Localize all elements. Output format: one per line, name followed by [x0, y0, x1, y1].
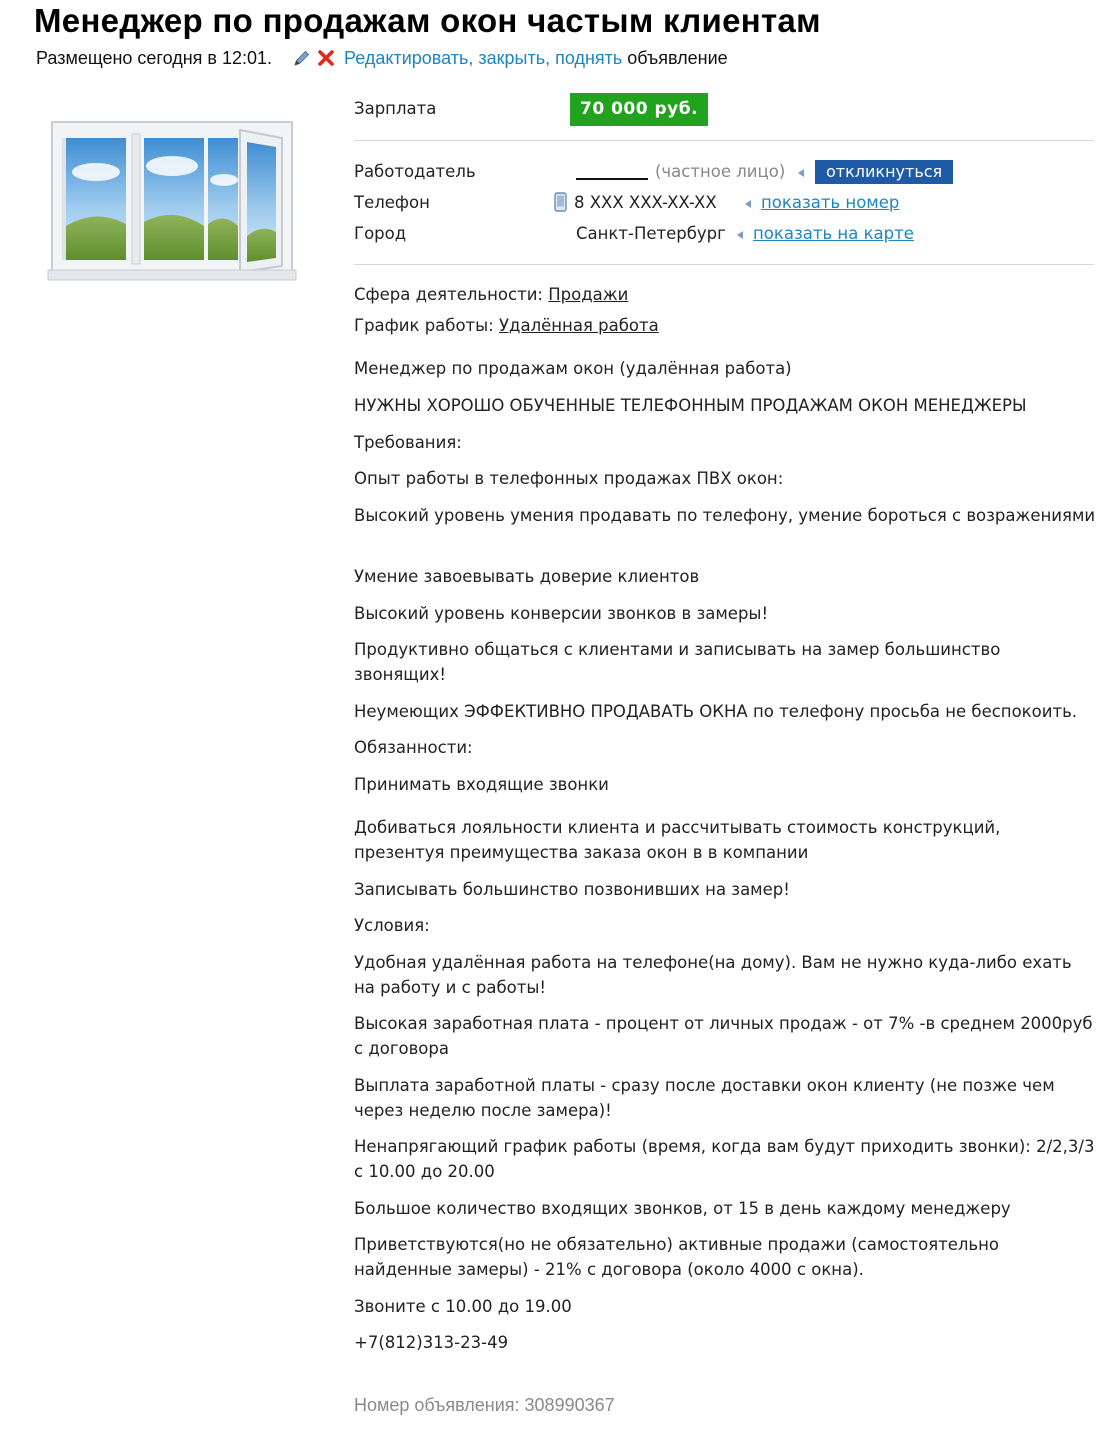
- description-paragraph: Менеджер по продажам окон (удалённая работа): [354, 359, 792, 378]
- arrow-left-icon: [798, 162, 812, 181]
- schedule-row: [354, 316, 659, 335]
- window-photo: [44, 114, 300, 292]
- ad-number: Номер объявления: 308990367: [354, 1395, 615, 1415]
- description-paragraph: Умение завоевывать доверие клиентов: [354, 567, 700, 586]
- close-icon[interactable]: [316, 48, 336, 68]
- description-paragraph: Приветствуются(но не обязательно) активные продажи (самостоятельно найденные замеры) - 21% с договора (около 4000 с окна).: [354, 1235, 1000, 1279]
- description-paragraph: Ненапрягающий график работы (время, когда вам будут приходить звонки): 2/2,3/3 с 10.00 до 20.00: [354, 1137, 1095, 1181]
- description-paragraph: Требования:: [354, 433, 462, 452]
- description-paragraph: Большое количество входящих звонков, от 15 в день каждому менеджеру: [354, 1199, 1011, 1218]
- salary-label: Зарплата: [354, 99, 437, 118]
- posted-date: Размещено сегодня в 12:01.: [36, 47, 273, 68]
- edit-actions: [292, 48, 336, 68]
- description-paragraph: Обязанности:: [354, 738, 473, 757]
- description-paragraph: Продуктивно общаться с клиентами и записывать на замер большинство звонящих!: [354, 640, 1001, 684]
- description-paragraph: Неумеющих ЭФФЕКТИВНО ПРОДАВАТЬ ОКНА по телефону просьба не беспокоить.: [354, 702, 1078, 721]
- description-paragraph: Удобная удалённая работа на телефоне(на дому). Вам не нужно куда-либо ехать на работу и с работы!: [354, 953, 1072, 997]
- description-paragraph: Записывать большинство позвонивших на замер!: [354, 880, 790, 899]
- description-paragraph: Звоните с 10.00 до 19.00: [354, 1297, 572, 1316]
- divider: [354, 264, 1094, 265]
- description-paragraph: +7(812)313-23-49: [354, 1333, 509, 1352]
- arrow-left-icon: [737, 224, 751, 243]
- description-paragraph: Принимать входящие звонки: [354, 775, 609, 794]
- description-paragraph: Высокий уровень конверсии звонков в замеры!: [354, 604, 769, 623]
- phone-label: Телефон: [354, 193, 430, 212]
- posted-row: [36, 46, 728, 70]
- mobile-phone-icon: [554, 192, 567, 212]
- phone-value: 8 XXX XXX-XX-XX: [574, 193, 717, 212]
- description-paragraph: НУЖНЫ ХОРОШО ОБУЧЕННЫЕ ТЕЛЕФОННЫМ ПРОДАЖАМ ОКОН МЕНЕДЖЕРЫ: [354, 396, 1027, 415]
- show-map-link[interactable]: показать на карте: [753, 224, 914, 243]
- salary-badge: 70 000 руб.: [570, 93, 708, 126]
- schedule-link[interactable]: Удалённая работа: [499, 316, 659, 335]
- description-paragraph: Высокая заработная плата - процент от личных продаж - от 7% -в среднем 2000руб с договора: [354, 1014, 1093, 1058]
- divider: [354, 140, 1094, 141]
- pencil-icon[interactable]: [292, 48, 312, 68]
- schedule-label: График работы:: [354, 316, 494, 335]
- show-number-link[interactable]: показать номер: [761, 193, 900, 212]
- sphere-label: Сфера деятельности:: [354, 285, 543, 304]
- arrow-left-icon: [745, 193, 759, 212]
- sphere-row: [354, 285, 628, 304]
- description-paragraph: Выплата заработной платы - сразу после доставки окон клиенту (не позже чем через неделю после замера)!: [354, 1076, 1055, 1120]
- city-value: Санкт-Петербург: [576, 224, 726, 243]
- description-paragraph: Высокий уровень умения продавать по телефону, умение бороться с возражениями: [354, 506, 1096, 525]
- employer-name-blank: [576, 178, 648, 180]
- description-paragraph: Опыт работы в телефонных продажах ПВХ окон:: [354, 469, 784, 488]
- employer-type: (частное лицо): [655, 162, 786, 181]
- edit-close-raise-link[interactable]: Редактировать, закрыть, поднять: [344, 47, 623, 68]
- sphere-link[interactable]: Продажи: [548, 285, 629, 304]
- page-title: Менеджер по продажам окон частым клиентам: [34, 2, 821, 39]
- employer-label: Работодатель: [354, 162, 476, 181]
- city-label: Город: [354, 224, 407, 243]
- description-paragraph: Условия:: [354, 916, 430, 935]
- ad-word: объявление: [627, 47, 728, 68]
- respond-button[interactable]: откликнуться: [815, 160, 953, 184]
- description-paragraph: Добиваться лояльности клиента и рассчитывать стоимость конструкций, презентуя преимущества заказа окон в в компании: [354, 818, 1001, 862]
